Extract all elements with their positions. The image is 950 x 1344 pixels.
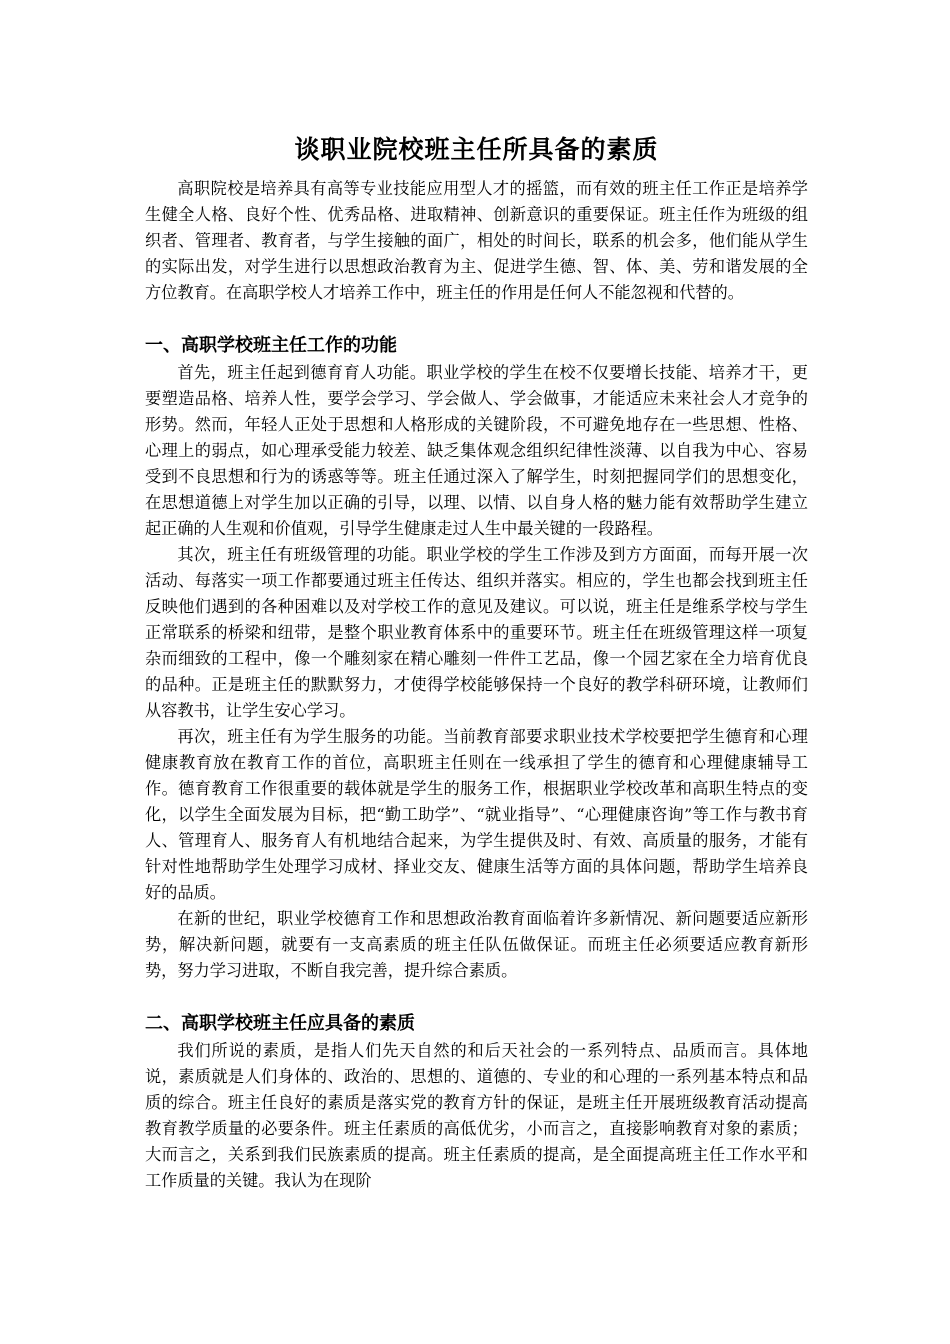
section-1-paragraph-3: 再次，班主任有为学生服务的功能。当前教育部要求职业技术学校要把学生德育和心理健康教育放在教育工作的首位，高职班主任则在一线承担了学生的德育和心理健康辅导工作。德育教育工作很重要的载体就是学生的服务工作，根据职业学校改革和高职生特点的变化，以学生全面发展为目标，把“勤工助学”、“就业指导”、“心理健康咨询”等工作与教书育人、管理育人、服务育人有机地结合起来，为学生提供及时、有效、高质量的服务，才能有针对性地帮助学生处理学习成材、择业交友、健康生活等方面的具体问题，帮助学生培养良好的品质。 — [145, 727, 808, 902]
section-1-paragraph-1: 首先，班主任起到德育育人功能。职业学校的学生在校不仅要增长技能、培养才干，更要塑造品格、培养人性，要学会学习、学会做人、学会做事，才能适应未来社会人才竞争的形势。然而，年轻人正处于思想和人格形成的关键阶段，不可避免地存在一些思想、性格、心理上的弱点，如心理承受能力较差、缺乏集体观念组织纪律性淡薄、以自我为中心、容易受到不良思想和行为的诱惑等等。班主任通过深入了解学生，时刻把握同学们的思想变化，在思想道德上对学生加以正确的引导，以理、以情、以自身人格的魅力能有效帮助学生建立起正确的人生观和价值观，引导学生健康走过人生中最关键的一段路程。 — [145, 363, 808, 538]
intro-paragraph: 高职院校是培养具有高等专业技能应用型人才的摇篮，而有效的班主任工作正是培养学生健全人格、良好个性、优秀品格、进取精神、创新意识的重要保证。班主任作为班级的组织者、管理者、教育者，与学生接触的面广，相处的时间长，联系的机会多，他们能从学生的实际出发，对学生进行以思想政治教育为主、促进学生德、智、体、美、劳和谐发展的全方位教育。在高职学校人才培养工作中，班主任的作用是任何人不能忽视和代替的。 — [145, 179, 808, 302]
document-page — [145, 128, 808, 1194]
section-1-paragraph-2: 其次，班主任有班级管理的功能。职业学校的学生工作涉及到方方面面，而每开展一次活动、每落实一项工作都要通过班主任传达、组织并落实。相应的，学生也都会找到班主任反映他们遇到的各种困难以及对学校工作的意见及建议。可以说，班主任是维系学校与学生正常联系的桥梁和纽带，是整个职业教育体系中的重要环节。班主任在班级管理这样一项复杂而细致的工程中，像一个雕刻家在精心雕刻一件件工艺品，像一个园艺家在全力培育优良的品种。正是班主任的默默努力，才使得学校能够保持一个良好的教学科研环境，让教师们从容教书，让学生安心学习。 — [145, 545, 808, 720]
section-1-paragraph-4: 在新的世纪，职业学校德育工作和思想政治教育面临着许多新情况、新问题要适应新形势，解决新问题，就要有一支高素质的班主任队伍做保证。而班主任必须要适应教育新形势，努力学习进取，不断自我完善，提升综合素质。 — [145, 909, 808, 980]
section-1-heading: 一、高职学校班主任工作的功能 — [145, 335, 397, 356]
section-2-paragraph-1: 我们所说的素质，是指人们先天自然的和后天社会的一系列特点、品质而言。具体地说，素质就是人们身体的、政治的、思想的、道德的、专业的和心理的一系列基本特点和品质的综合。班主任良好的素质是落实党的教育方针的保证，是班主任开展班级教育活动提高教育教学质量的必要条件。班主任素质的高低优劣，小而言之，直接影响教育对象的素质；大而言之，关系到我们民族素质的提高。班主任素质的提高，是全面提高班主任工作水平和工作质量的关键。我认为在现阶 — [145, 1041, 808, 1190]
document-title: 谈职业院校班主任所具备的素质 — [294, 135, 659, 164]
section-2-heading: 二、高职学校班主任应具备的素质 — [145, 1013, 415, 1034]
